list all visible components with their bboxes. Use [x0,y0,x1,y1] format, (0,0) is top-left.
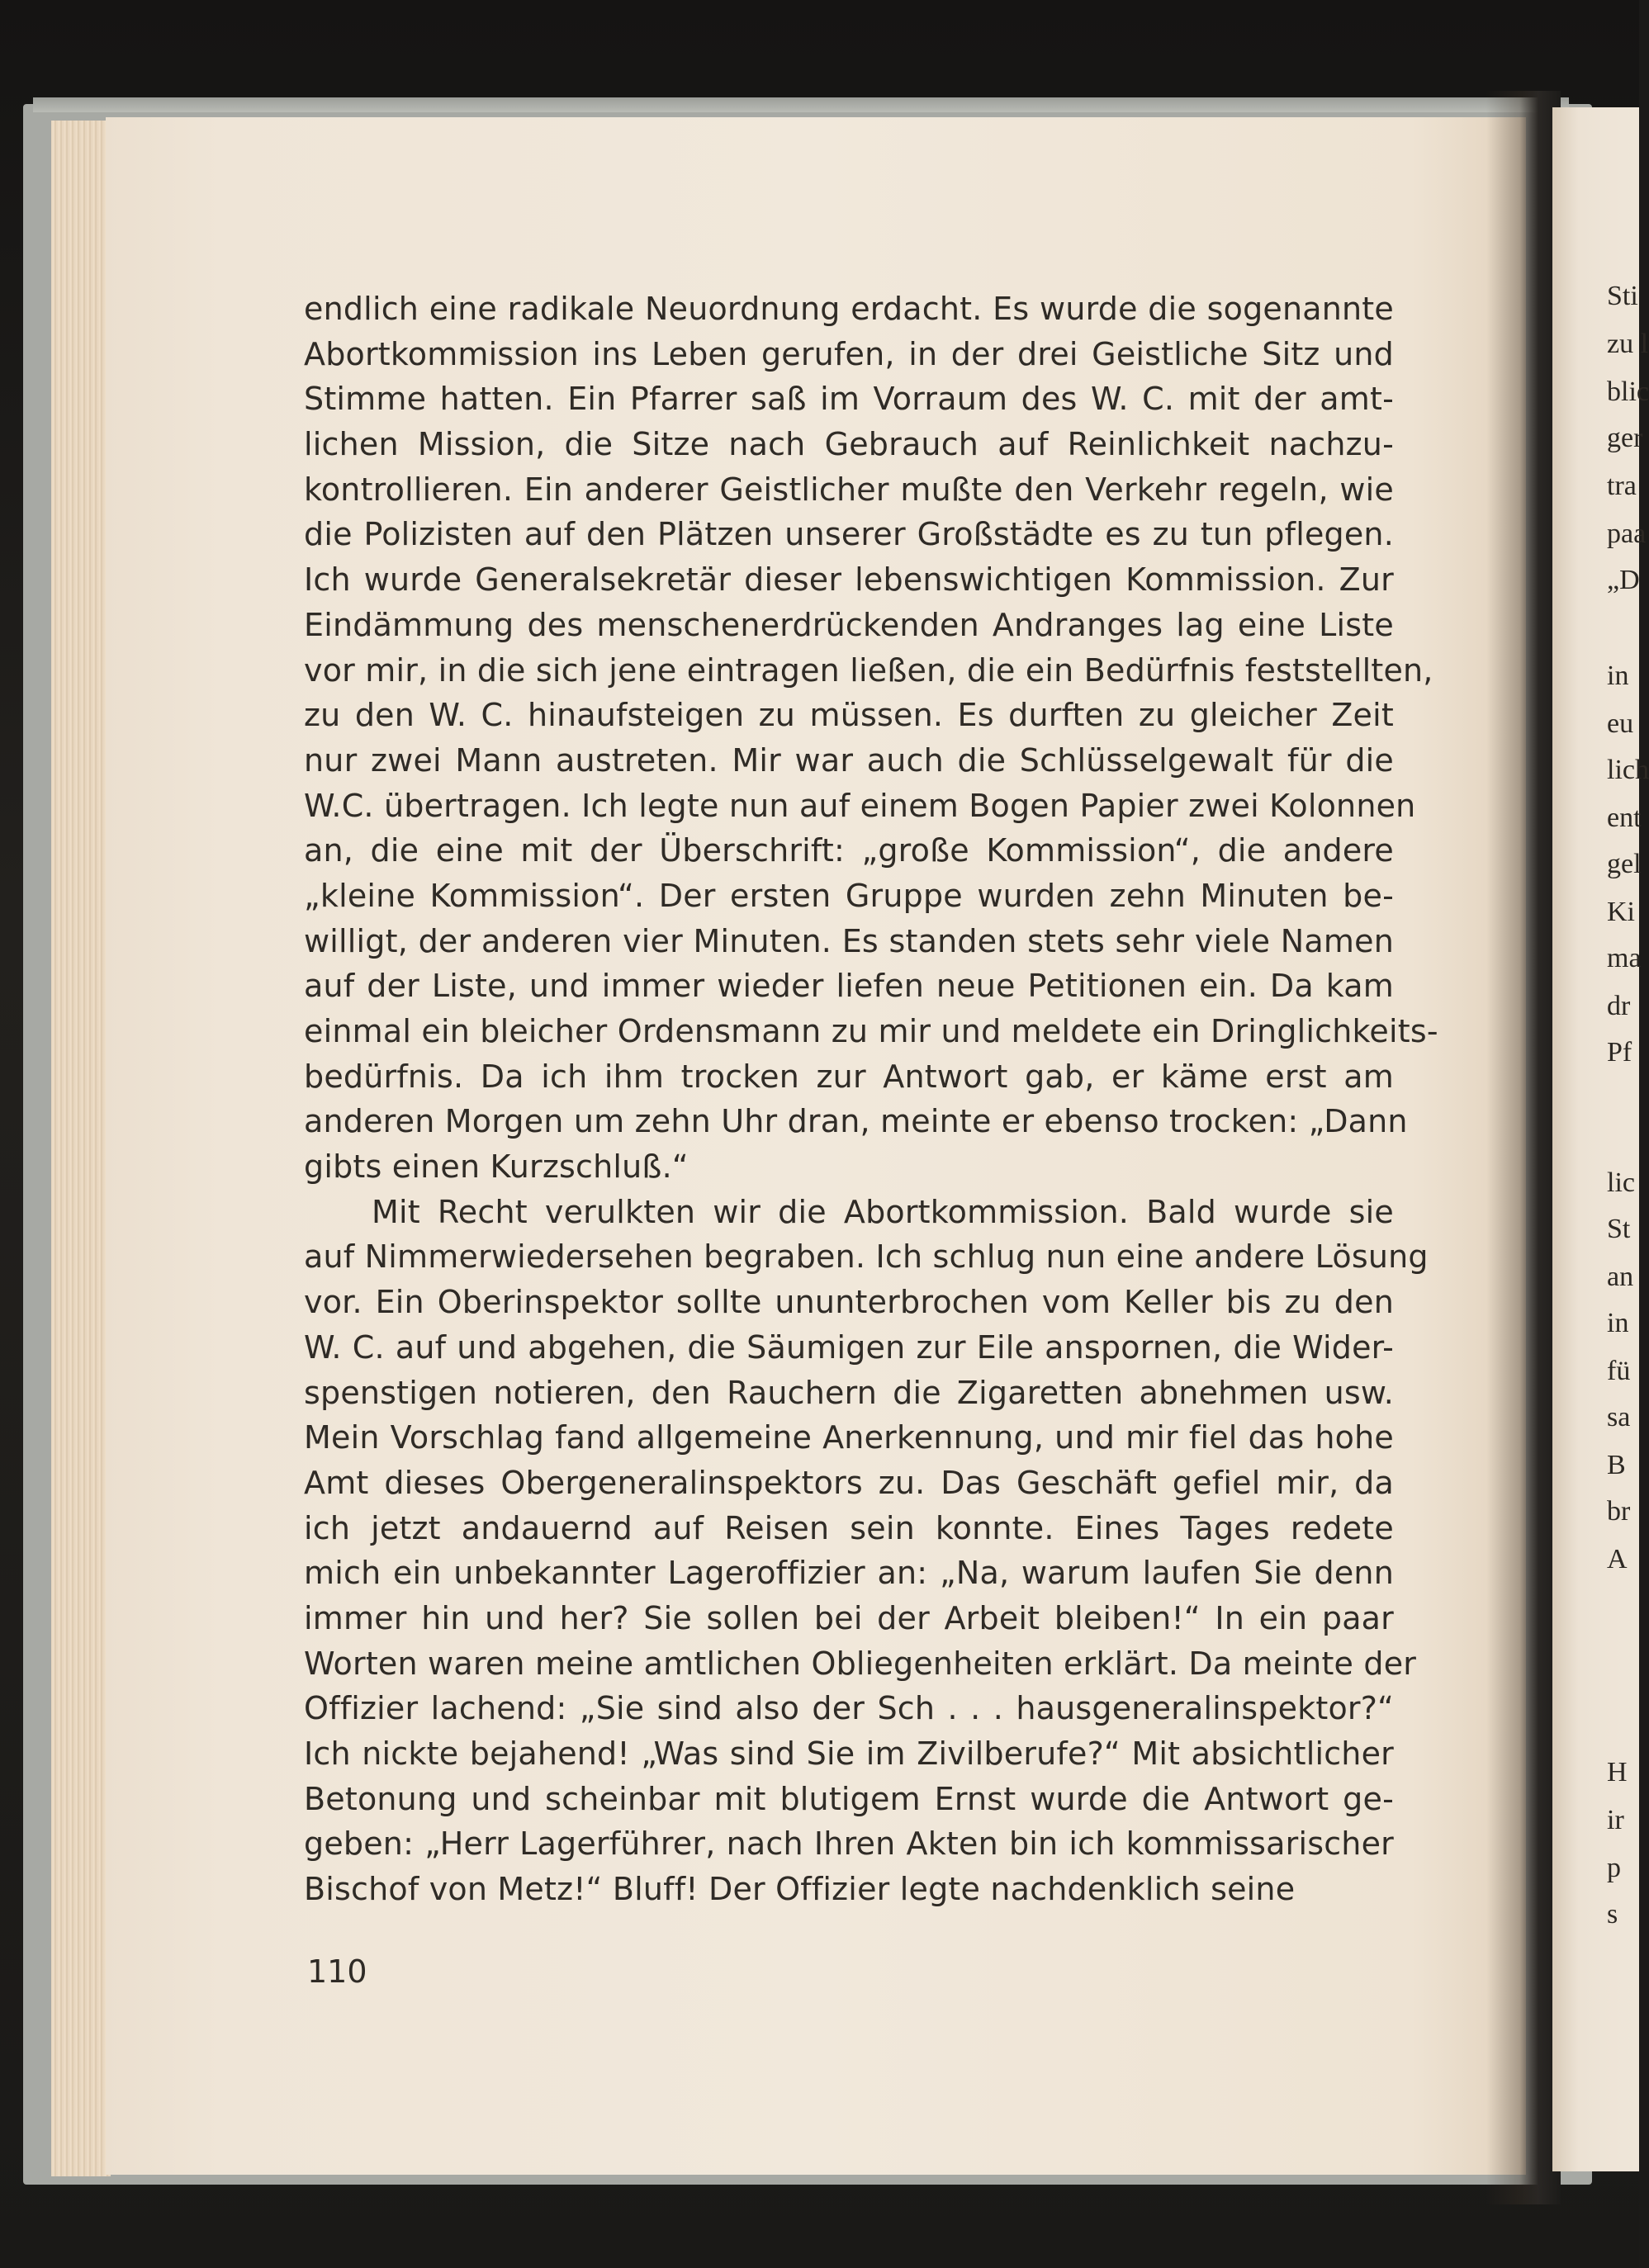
facing-page-fragment: A [1607,1544,1628,1574]
text-line: Amt dieses Obergeneralinspektors zu. Das Geschäft gefiel mir, da [304,1464,1394,1501]
text-line: Bischof von Metz!“ Bluff! Der Offizier legte nachdenklich seine [304,1871,1296,1908]
facing-page-fragment: lich [1607,755,1649,785]
facing-page-fragment: p [1607,1853,1621,1883]
facing-page-fragment: Ki [1607,897,1635,927]
text-line: endlich eine radikale Neuordnung erdacht. Es wurde die sogenannte [304,291,1394,327]
facing-page-fragment: dr [1607,991,1631,1021]
text-line: Mein Vorschlag fand allgemeine Anerkennung, und mir fiel das hohe [304,1419,1394,1456]
facing-page-fragment: paa [1607,518,1647,549]
facing-page-fragment: ir [1607,1805,1624,1835]
text-line: W.C. übertragen. Ich legte nun auf einem Bogen Papier zwei Kolonnen [304,787,1416,824]
facing-page-fragment: ent [1607,803,1642,833]
facing-page-fragment: eu [1607,708,1634,739]
page-edges [51,121,111,2176]
text-line: Worten waren meine amtlichen Obliegenheiten erklärt. Da meinte der [304,1645,1417,1682]
facing-page-fragment: br [1607,1496,1631,1527]
text-line: zu den W. C. hinaufsteigen zu müssen. Es durften zu gleicher Zeit [304,697,1394,734]
facing-page-fragment: H [1607,1757,1628,1787]
facing-page-fragment: ma [1607,943,1642,973]
text-line: vor. Ein Oberinspektor sollte ununterbrochen vom Keller bis zu den [304,1284,1394,1321]
facing-page-fragment: Sti [1607,281,1638,311]
text-line: die Polizisten auf den Plätzen unserer Großstädte es zu tun pflegen. [304,516,1394,553]
text-line: nur zwei Mann austreten. Mir war auch die Schlüsselgewalt für die [304,741,1394,779]
text-line: einmal ein bleicher Ordensmann zu mir und meldete ein Dringlichkeits- [304,1013,1438,1049]
text-line: spenstigen notieren, den Rauchern die Zigaretten abnehmen usw. [304,1374,1394,1411]
facing-page-fragment: blic [1607,376,1649,407]
facing-page-fragment: Pf [1607,1037,1632,1068]
text-line: willigt, der anderen vier Minuten. Es standen stets sehr viele Namen [304,922,1394,959]
text-line: bedürfnis. Da ich ihm trocken zur Antwort gab, er käme erst am [304,1058,1394,1095]
facing-page-fragment: lic [1607,1167,1635,1198]
text-line: Mit Recht verulkten wir die Abortkommission. Bald wurde sie [372,1193,1394,1230]
facing-page-text [1607,281,1649,1932]
text-line: immer hin und her? Sie sollen bei der Arbeit bleiben!“ In ein paar [304,1599,1394,1636]
text-line: anderen Morgen um zehn Uhr dran, meinte er ebenso trocken: „Dann [304,1103,1408,1140]
facing-page-fragment: in [1607,1308,1629,1338]
text-line: Ich wurde Generalsekretär dieser lebenswichtigen Kommission. Zur [304,561,1394,599]
facing-page-fragment: tra [1607,471,1637,501]
facing-page-fragment: St [1607,1214,1631,1244]
text-line: lichen Mission, die Sitze nach Gebrauch auf Reinlichkeit nachzu- [304,426,1394,463]
text-line: kontrollieren. Ein anderer Geistlicher mußte den Verkehr regeln, wie [304,471,1394,508]
text-line: auf Nimmerwiedersehen begraben. Ich schlug nun eine andere Lösung [304,1238,1429,1276]
text-line: Ich nickte bejahend! „Was sind Sie im Zivilberufe?“ Mit absichtlicher [304,1735,1394,1772]
paragraph-1 [304,286,1438,1190]
facing-page-fragment: sa [1607,1402,1631,1432]
facing-page-fragment: „D [1607,565,1640,595]
text-line: mich ein unbekannter Lageroffizier an: „Na, warum laufen Sie denn [304,1555,1394,1592]
text-line: geben: „Herr Lagerführer, nach Ihren Akten bin ich kommissarischer [304,1825,1394,1863]
facing-page-fragment: B [1607,1450,1626,1480]
facing-page-fragment: ger [1607,423,1643,453]
facing-page-fragment: zu l [1607,329,1649,359]
facing-page-fragment: an [1607,1262,1634,1292]
facing-page-fragment: gel [1607,849,1642,879]
text-line: gibts einen Kurzschluß.“ [304,1148,689,1186]
text-line: Eindämmung des menschenerdrückenden Andranges lag eine Liste [304,606,1394,643]
facing-page-fragment: fü [1607,1356,1631,1386]
text-line: Betonung und scheinbar mit blutigem Ernst wurde die Antwort ge- [304,1780,1394,1817]
text-line: ich jetzt andauernd auf Reisen sein konnte. Eines Tages redete [304,1509,1394,1546]
text-line: an, die eine mit der Überschrift: „große Kommission“, die andere [304,832,1394,869]
page-text [304,286,1438,1912]
facing-page-fragment: s [1607,1899,1618,1929]
text-line: Offizier lachend: „Sie sind also der Sch . . . hausgeneralinspektor?“ [304,1690,1394,1727]
facing-page-fragment: in [1607,661,1629,691]
text-line: auf der Liste, und immer wieder liefen neue Petitionen ein. Da kam [304,968,1394,1005]
text-line: vor mir, in die sich jene eintragen ließen, die ein Bedürfnis feststellten, [304,651,1433,689]
text-line: Stimme hatten. Ein Pfarrer saß im Vorraum des W. C. mit der amt- [304,381,1394,418]
text-line: W. C. auf und abgehen, die Säumigen zur Eile anspornen, die Wider- [304,1328,1394,1366]
paragraph-2 [304,1190,1429,1912]
text-line: Abortkommission ins Leben gerufen, in der drei Geistliche Sitz und [304,335,1394,372]
book-gutter [1486,91,1561,2204]
page-number: 110 [307,1953,367,1990]
text-line: „kleine Kommission“. Der ersten Gruppe wurden zehn Minuten be- [304,877,1394,914]
book-cover-edge [33,97,1569,112]
